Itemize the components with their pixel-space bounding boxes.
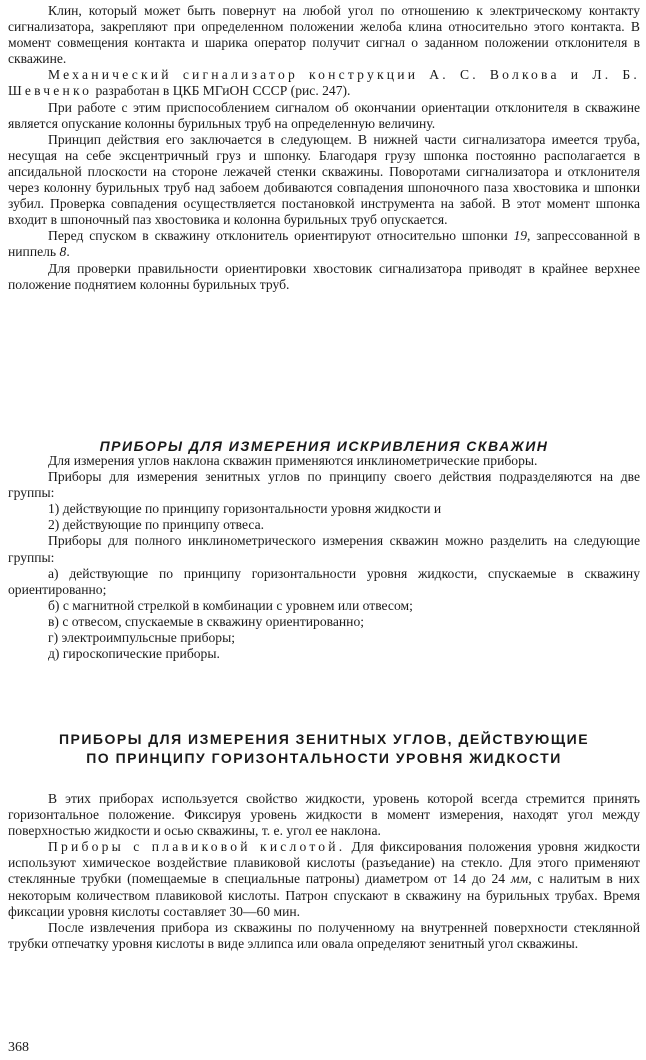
paragraph: Клин, который может быть повернут на любой угол по отношению к электрическому контакту сигнализатора, закрепляют при определенном положении желоба клина относительно этого контакта. В момент совмещения контакта и шарика оператор получит сигнал о заданном положении отклонителя в скважине. bbox=[8, 3, 640, 67]
list-item: 2) действующие по принципу отвеса. bbox=[48, 517, 265, 533]
list-item: в) с отвесом, спускаемые в скважину ориентированно; bbox=[48, 613, 365, 629]
paragraph: Принцип действия его заключается в следующем. В нижней части сигнализатора имеется труба, несущая на себе эксцентричный груз и шпонку. Благодаря грузу шпонка постоянно располагается в апсидальной плоскости на стороне лежачей стенки скважины. Поворотами сигнализатора и отклонителя через колонну бурильных труб над забоем добиваются совпадения шпоночного паза хвостовика и шпонки зубил. Проверка совпадения осуществляется постановкой инструмента на забой. В этот момент шпонка входит в шпоночный паз хвостовика и колонна бурильных труб опускается. bbox=[8, 131, 640, 228]
paragraph-text: , с налитым в них некоторым количеством плавиковой кислоты. Патрон спускают в скважину на бурильных трубах. Время фиксации уровня кислоты составляет 30—60 мин. bbox=[8, 871, 640, 919]
text-block-signalizer bbox=[8, 3, 640, 293]
heading-line: ПО ПРИНЦИПУ ГОРИЗОНТАЛЬНОСТИ УРОВНЯ ЖИДКОСТИ bbox=[86, 750, 562, 766]
page-number: 368 bbox=[8, 1040, 29, 1055]
paragraph-text: Для фиксирования положения уровня жидкости используют химическое воздействие плавиковой кислоты (разъедание) на стекло. Для этого применяют стеклянные трубки (помещаемые в специальные патроны) диаметром от 14 до 24 bbox=[8, 839, 641, 887]
paragraph bbox=[8, 839, 640, 919]
list-item: б) с магнитной стрелкой в комбинации с уровнем или отвесом; bbox=[48, 597, 413, 613]
paragraph-text: разработан в ЦКБ МГиОН СССР (рис. 247). bbox=[92, 83, 351, 99]
list-item: г) электроимпульсные приборы; bbox=[48, 630, 236, 646]
list-item: 1) действующие по принципу горизонтальности уровня жидкости и bbox=[48, 501, 442, 517]
paragraph-text: . bbox=[66, 244, 70, 260]
paragraph: При работе с этим приспособлением сигналом об окончании ориентации отклонителя в скважине является опускание колонны бурильных труб на определенную величину. bbox=[8, 99, 640, 131]
unit: мм bbox=[510, 871, 529, 887]
figure-ref-number: 8 bbox=[59, 244, 67, 260]
figure-ref-number: 19 bbox=[513, 228, 528, 244]
list-item: а) действующие по принципу горизонтальности уровня жидкости, спускаемые в скважину ориентированно; bbox=[8, 565, 640, 597]
paragraph: После извлечения прибора из скважины по полученному на внутренней поверхности стеклянной трубки отпечатку уровня кислоты в виде эллипса или овала определяют зенитный угол скважины. bbox=[8, 919, 640, 951]
paragraph: Для измерения углов наклона скважин применяются инклинометрические приборы. bbox=[48, 453, 538, 468]
paragraph: Приборы для измерения зенитных углов по принципу своего действия подразделяются на две группы: bbox=[8, 469, 640, 501]
paragraph bbox=[8, 228, 640, 260]
paragraph: Для проверки правильности ориентировки хвостовик сигнализатора приводят в крайнее верхнее положение поднятием колонны бурильных труб. bbox=[8, 260, 640, 292]
section-heading: ПРИБОРЫ ДЛЯ ИЗМЕРЕНИЯ ИСКРИВЛЕНИЯ СКВАЖИН bbox=[99, 438, 549, 454]
paragraph: Приборы для полного инклинометрического измерения скважин можно разделить на следующие группы: bbox=[8, 533, 640, 565]
text-block-instruments bbox=[8, 453, 640, 662]
spaced-term: Приборы с плавиковой кислотой. bbox=[48, 839, 346, 855]
text-block-liquid-level bbox=[8, 791, 640, 952]
spaced-term: Механический сигнализатор конструкции А. С. Волкова и Л. Б. Шевченко bbox=[8, 67, 640, 99]
paragraph-text: Перед спуском в скважину отклонитель ориентируют относительно шпонки bbox=[48, 228, 514, 244]
paragraph bbox=[8, 67, 640, 99]
section-heading-2 bbox=[8, 730, 640, 768]
paragraph: В этих приборах используется свойство жидкости, уровень которой всегда стремится принять горизонтальное положение. Фиксируя уровень жидкости в момент измерения, находят угол между поверхностью жидкости и осью скважины, т. е. угол ее наклона. bbox=[8, 791, 640, 839]
heading-line: ПРИБОРЫ ДЛЯ ИЗМЕРЕНИЯ ЗЕНИТНЫХ УГЛОВ, ДЕЙСТВУЮЩИЕ bbox=[58, 731, 590, 747]
paragraph-text: , запрессованной в ниппель bbox=[8, 228, 640, 260]
list-item: д) гироскопические приборы. bbox=[48, 646, 220, 662]
